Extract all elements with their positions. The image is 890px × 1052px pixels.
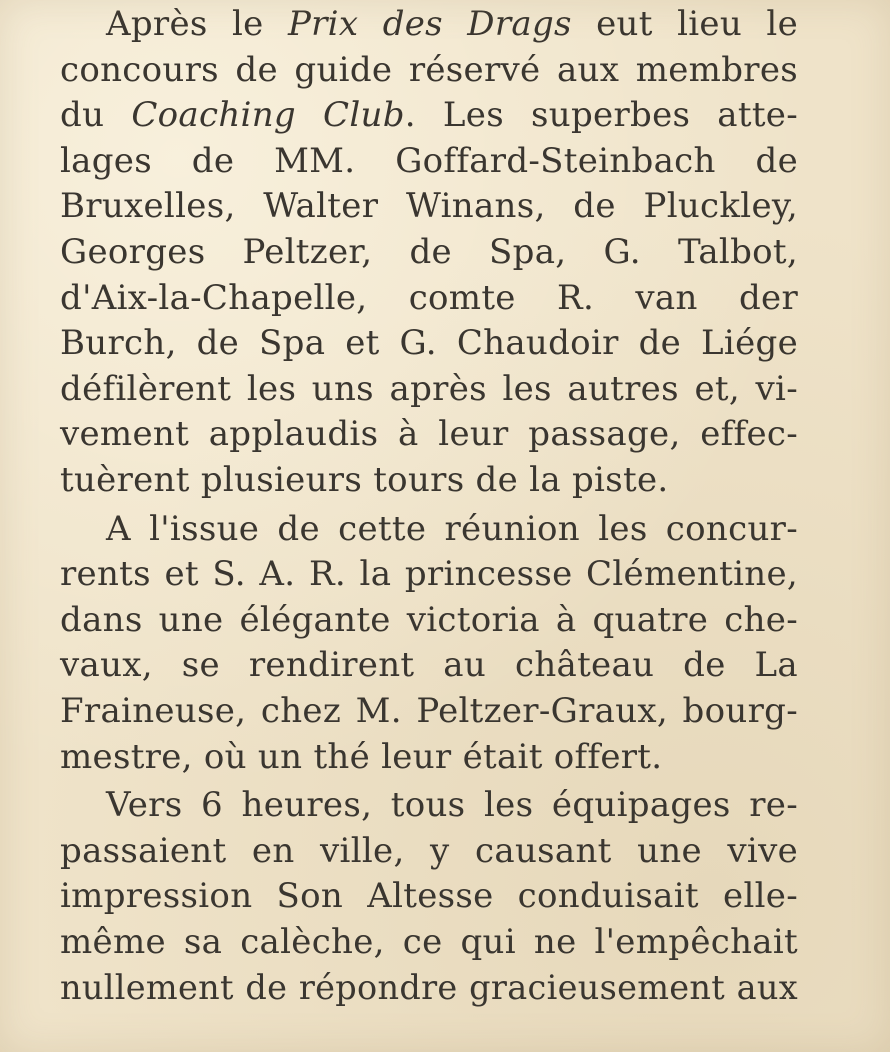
italic-title: Prix des Drags xyxy=(287,4,572,44)
italic-title: Coaching Club xyxy=(131,95,405,136)
text-line: Georges Peltzer, de Spa, G. Talbot, xyxy=(60,231,798,272)
text-line: vaux, se rendirent au château de La xyxy=(60,645,798,686)
text-line: concours de guide réservé aux membres xyxy=(60,49,798,90)
text-line: Vers 6 heures, tous les équipages re- xyxy=(106,785,798,826)
text-line: dans une élégante victoria à quatre che- xyxy=(60,599,798,640)
text-line: Après le Prix des Drags eut lieu le xyxy=(106,4,798,44)
text-line: du Coaching Club. Les superbes atte- xyxy=(60,95,798,136)
text-line: d'Aix-la-Chapelle, comte R. van der xyxy=(60,277,798,318)
text-line: vement applaudis à leur passage, effec- xyxy=(60,414,798,455)
text-line: Burch, de Spa et G. Chaudoir de Liége xyxy=(60,323,798,364)
text-line: lages de MM. Goffard-Steinbach de xyxy=(60,140,798,181)
text-line: mestre, où un thé leur était offert. xyxy=(60,736,663,777)
text-line: même sa calèche, ce qui ne l'empêchait xyxy=(60,921,798,962)
text-line: Bruxelles, Walter Winans, de Pluckley, xyxy=(60,186,798,227)
text-line: Fraineuse, chez M. Peltzer-Graux, bourg- xyxy=(60,690,798,731)
paragraph-1 xyxy=(60,2,798,504)
text-line: impression Son Altesse conduisait elle- xyxy=(60,876,798,917)
paragraph-3 xyxy=(60,783,798,1011)
text-line: passaient en ville, y causant une vive xyxy=(60,830,798,871)
article-text xyxy=(60,2,798,1011)
text-line: rents et S. A. R. la princesse Clémentine, xyxy=(60,554,798,595)
paragraph-2 xyxy=(60,507,798,781)
text-line: tuèrent plusieurs tours de la piste. xyxy=(60,459,669,500)
text-line: défilèrent les uns après les autres et, vi- xyxy=(60,368,798,409)
text-line: A l'issue de cette réunion les concur- xyxy=(106,508,798,549)
text-line: nullement de répondre gracieusement aux xyxy=(60,968,798,1008)
